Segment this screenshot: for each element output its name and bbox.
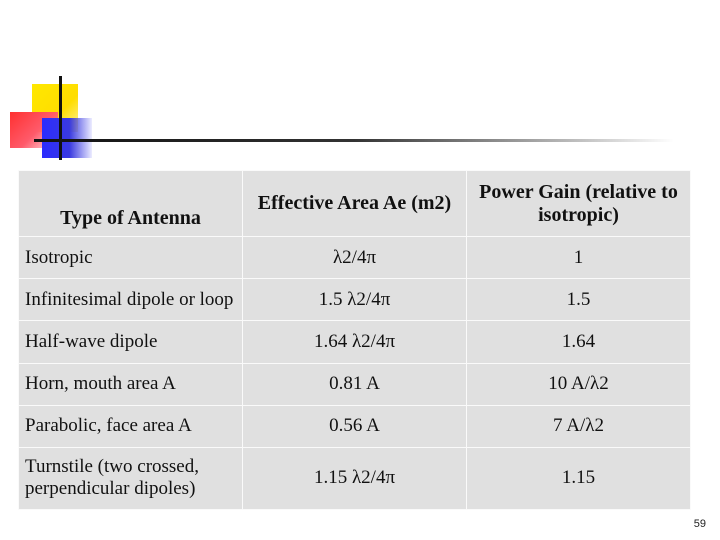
header-type: Type of Antenna [19, 171, 243, 237]
cell-power-gain: 10 A/λ2 [467, 363, 691, 405]
cell-type: Parabolic, face area A [19, 405, 243, 447]
table-row [19, 321, 691, 363]
cell-effective-area: 1.5 λ2/4π [243, 279, 467, 321]
cell-power-gain: 1.5 [467, 279, 691, 321]
table-row [19, 237, 691, 279]
cell-effective-area: λ2/4π [243, 237, 467, 279]
cell-type: Horn, mouth area A [19, 363, 243, 405]
table-row [19, 405, 691, 447]
header-power-gain: Power Gain (relative to isotropic) [467, 171, 691, 237]
header-effective-area: Effective Area Ae (m2) [243, 171, 467, 237]
cell-power-gain: 1 [467, 237, 691, 279]
logo-vertical-line [59, 76, 62, 160]
cell-type: Infinitesimal dipole or loop [19, 279, 243, 321]
logo-blue-square [42, 118, 92, 158]
cell-type: Half-wave dipole [19, 321, 243, 363]
table-header-row [19, 171, 691, 237]
cell-effective-area: 0.81 A [243, 363, 467, 405]
page-number: 59 [693, 518, 706, 530]
slide-logo-decoration [0, 0, 110, 170]
table-row [19, 363, 691, 405]
antenna-table-container [18, 170, 691, 510]
table-row [19, 447, 691, 509]
cell-effective-area: 1.64 λ2/4π [243, 321, 467, 363]
cell-effective-area: 0.56 A [243, 405, 467, 447]
title-rule [34, 139, 674, 142]
cell-effective-area: 1.15 λ2/4π [243, 447, 467, 509]
cell-power-gain: 7 A/λ2 [467, 405, 691, 447]
table-row [19, 279, 691, 321]
cell-type: Isotropic [19, 237, 243, 279]
antenna-table [18, 170, 691, 510]
cell-power-gain: 1.15 [467, 447, 691, 509]
cell-power-gain: 1.64 [467, 321, 691, 363]
cell-type: Turnstile (two crossed, perpendicular dipoles) [19, 447, 243, 509]
